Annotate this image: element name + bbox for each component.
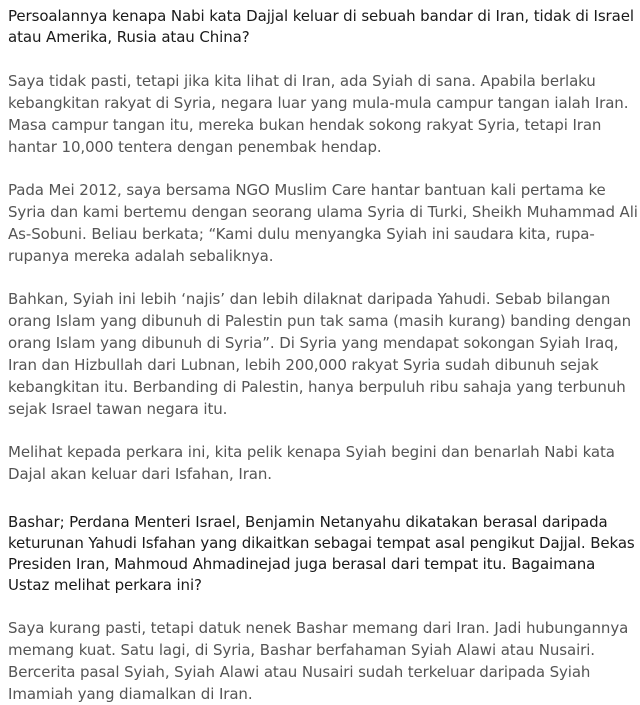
question-paragraph: Persoalannya kenapa Nabi kata Dajjal keluar di sebuah bandar di Iran, tidak di Israel atau Amerika, Rusia atau China? xyxy=(8,7,634,46)
answer-paragraph-3: Bahkan, Syiah ini lebih ‘najis’ dan lebih dilaknat daripada Yahudi. Sebab bilangan orang Islam yang dibunuh di Palestin pun tak sama (masih kurang) banding dengan orang Islam yang dibunuh di Syria”. Di Syria yang mendapat sokongan Syiah Iraq, Iran dan Hizbullah dari Lubnan, lebih 200,000 rakyat Syria sudah dibunuh sejak kebangkitan itu. Berbanding di Palestin, hanya berpuluh ribu sahaja yang terbunuh sejak Israel tawan negara itu. xyxy=(8,290,632,418)
question-paragraph-2: Bashar; Perdana Menteri Israel, Benjamin Netanyahu dikatakan berasal daripada keturunan Yahudi Isfahan yang dikaitkan sebagai tempat asal pengikut Dajjal. Bekas Presiden Iran, Mahmoud Ahmadinejad juga berasal dari tempat itu. Bagaimana Ustaz melihat perkara ini? xyxy=(8,513,635,594)
answer-paragraph-1: Saya tidak pasti, tetapi jika kita lihat di Iran, ada Syiah di sana. Apabila berlaku kebangkitan rakyat di Syria, negara luar yang mula-mula campur tangan ialah Iran. Masa campur tangan itu, mereka bukan hendak sokong rakyat Syria, tetapi Iran hantar 10,000 tentera dengan penembak hendap. xyxy=(8,72,629,156)
answer-paragraph-2: Pada Mei 2012, saya bersama NGO Muslim Care hantar bantuan kali pertama ke Syria dan kami bertemu dengan seorang ulama Syria di Turki, Sheikh Muhammad Ali As-Sobuni. Beliau berkata; “Kami dulu menyangka Syiah ini saudara kita, rupa-rupanya mereka adalah sebaliknya. xyxy=(8,181,638,265)
answer-paragraph-5: Saya kurang pasti, tetapi datuk nenek Bashar memang dari Iran. Jadi hubungannya memang kuat. Satu lagi, di Syria, Bashar berfahaman Syiah Alawi atau Nusairi. Bercerita pasal Syiah, Syiah Alawi atau Nusairi sudah terkeluar daripada Syiah Imamiah yang diamalkan di Iran. xyxy=(8,619,629,703)
answer-paragraph-4: Melihat kepada perkara ini, kita pelik kenapa Syiah begini dan benarlah Nabi kata Dajal akan keluar dari Isfahan, Iran. xyxy=(8,443,615,483)
